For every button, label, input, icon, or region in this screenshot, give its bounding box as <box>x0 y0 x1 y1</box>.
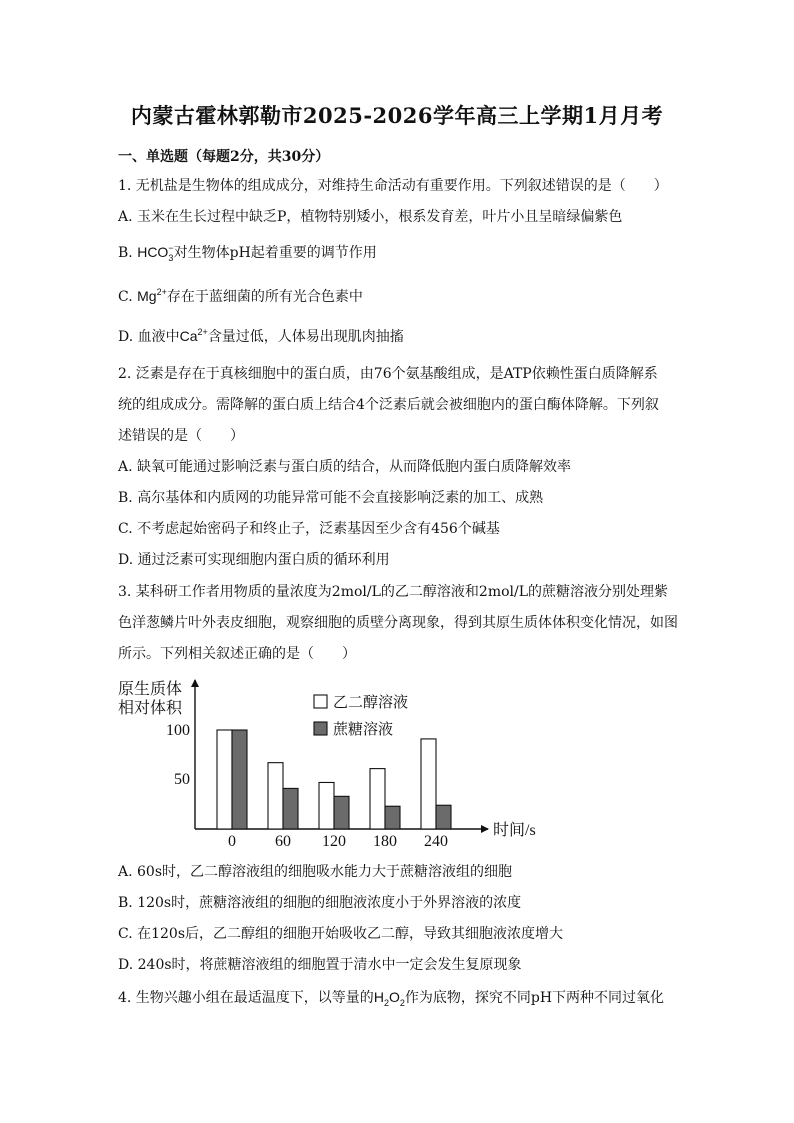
x-tick-label-240: 240 <box>424 833 448 850</box>
q1-option-c-text: 存在于蓝细菌的所有光合色素中 <box>166 289 363 305</box>
h2o2-h: H <box>373 989 384 1005</box>
q1-option-d-prefix: D. 血液中 <box>118 329 180 345</box>
magnesium-ion <box>137 288 167 304</box>
section-heading: 一、单选题（每题2分，共30分） <box>118 149 330 165</box>
q1-option-b-prefix: B. <box>118 245 138 261</box>
q4-stem-line1 <box>118 988 664 1008</box>
x-tick-label-60: 60 <box>275 833 291 850</box>
q1-option-a: A. 玉米在生长过程中缺乏P，植物特别矮小，根系发育差，叶片小且呈暗绿偏紫色 <box>118 209 623 225</box>
page-title: 内蒙古霍林郭勒市2025-2026学年高三上学期1月月考 <box>130 103 664 128</box>
bar-ethylene-glycol-120 <box>319 782 334 829</box>
y-axis-label-line1: 原生质体 <box>118 681 183 698</box>
x-axis-label: 时间/s <box>493 822 536 839</box>
legend-swatch-sucrose <box>314 722 327 735</box>
calcium-ion <box>180 328 208 344</box>
bar-sucrose-180 <box>385 806 400 829</box>
q2-stem-line1: 2. 泛素是存在于真核细胞中的蛋白质，由76个氨基酸组成，是ATP依赖性蛋白质降解系 <box>118 366 658 382</box>
h2o2-subscript-2: 2 <box>399 998 405 1008</box>
bar-ethylene-glycol-180 <box>370 769 385 829</box>
bar-sucrose-240 <box>436 805 451 829</box>
calcium-symbol: Ca <box>179 328 198 344</box>
q3-stem-line3: 所示。下列相关叙述正确的是（ ） <box>118 646 356 662</box>
q1-option-b-text: 对生物体pH起着重要的调节作用 <box>173 245 377 261</box>
q3-option-a: A. 60s时，乙二醇溶液组的细胞吸水能力大于蔗糖溶液组的细胞 <box>118 864 513 880</box>
bicarbonate-formula <box>137 243 174 263</box>
q1-option-d-text: 含量过低，人体易出现肌肉抽搐 <box>207 329 404 345</box>
bars-group <box>217 730 451 829</box>
bar-ethylene-glycol-240 <box>421 739 436 829</box>
q1-option-b <box>118 243 377 263</box>
bar-sucrose-60 <box>283 788 298 829</box>
bicarbonate-symbol: HCO <box>137 244 169 260</box>
x-tick-label-0: 0 <box>228 833 236 850</box>
legend-label-ethylene-glycol: 乙二醇溶液 <box>333 695 409 711</box>
y-tick-label-100: 100 <box>166 722 190 739</box>
bar-sucrose-0 <box>232 730 247 829</box>
q1-stem: 1. 无机盐是生物体的组成成分，对维持生命活动有重要作用。下列叙述错误的是（ ） <box>118 178 668 194</box>
q1-option-c-prefix: C. <box>118 289 138 305</box>
q2-option-d: D. 通过泛素可实现细胞内蛋白质的循环利用 <box>118 552 390 568</box>
q2-option-c: C. 不考虑起始密码子和终止子，泛素基因至少含有456个碱基 <box>118 521 500 537</box>
bicarbonate-subscript: 3 <box>168 253 174 263</box>
q3-option-b: B. 120s时，蔗糖溶液组的细胞的细胞液浓度小于外界溶液的浓度 <box>118 895 522 911</box>
y-tick-label-50: 50 <box>174 771 190 788</box>
q1-option-d <box>118 327 404 347</box>
calcium-charge: 2+ <box>197 327 208 337</box>
y-axis-label-line2: 相对体积 <box>118 700 183 717</box>
q2-stem-line2: 统的组成成分。需降解的蛋白质上结合4个泛素后就会被细胞内的蛋白酶体降解。下列叙 <box>118 397 659 413</box>
chart-legend <box>314 693 408 738</box>
h2o2-subscript-1: 2 <box>383 998 389 1008</box>
x-tick-label-180: 180 <box>373 833 397 850</box>
hydrogen-peroxide-formula <box>373 989 405 1008</box>
q1-option-c <box>118 287 363 307</box>
q3-stem-line2: 色洋葱鳞片叶外表皮细胞，观察细胞的质壁分离现象，得到其原生质体体积变化情况，如图 <box>118 615 678 631</box>
h2o2-o: O <box>388 989 400 1005</box>
legend-label-sucrose: 蔗糖溶液 <box>333 722 394 738</box>
protoplast-volume-bar-chart <box>110 672 560 850</box>
bar-ethylene-glycol-60 <box>268 763 283 829</box>
magnesium-charge: 2+ <box>156 287 167 297</box>
q4-stem-prefix: 4. 生物兴趣小组在最适温度下，以等量的 <box>118 990 374 1006</box>
magnesium-symbol: Mg <box>137 288 157 304</box>
q2-stem-line3: 述错误的是（ ） <box>118 428 244 444</box>
q2-option-a: A. 缺氧可能通过影响泛素与蛋白质的结合，从而降低胞内蛋白质降解效率 <box>118 459 572 475</box>
q3-stem-line1: 3. 某科研工作者用物质的量浓度为2mol/L的乙二醇溶液和2mol/L的蔗糖溶液分别处理紫 <box>118 584 669 600</box>
x-tick-labels <box>228 833 448 850</box>
legend-swatch-ethylene-glycol <box>314 695 327 708</box>
bar-sucrose-120 <box>334 796 349 829</box>
q4-stem-text: 作为底物，探究不同pH下两种不同过氧化 <box>404 990 665 1006</box>
q2-option-b: B. 高尔基体和内质网的功能异常可能不会直接影响泛素的加工、成熟 <box>118 490 544 506</box>
bar-ethylene-glycol-0 <box>217 730 232 829</box>
x-tick-label-120: 120 <box>322 833 346 850</box>
q3-option-d: D. 240s时，将蔗糖溶液组的细胞置于清水中一定会发生复原现象 <box>118 957 522 973</box>
q3-option-c: C. 在120s后，乙二醇组的细胞开始吸收乙二醇，导致其细胞液浓度增大 <box>118 926 564 942</box>
bicarbonate-charge: − <box>168 243 174 253</box>
